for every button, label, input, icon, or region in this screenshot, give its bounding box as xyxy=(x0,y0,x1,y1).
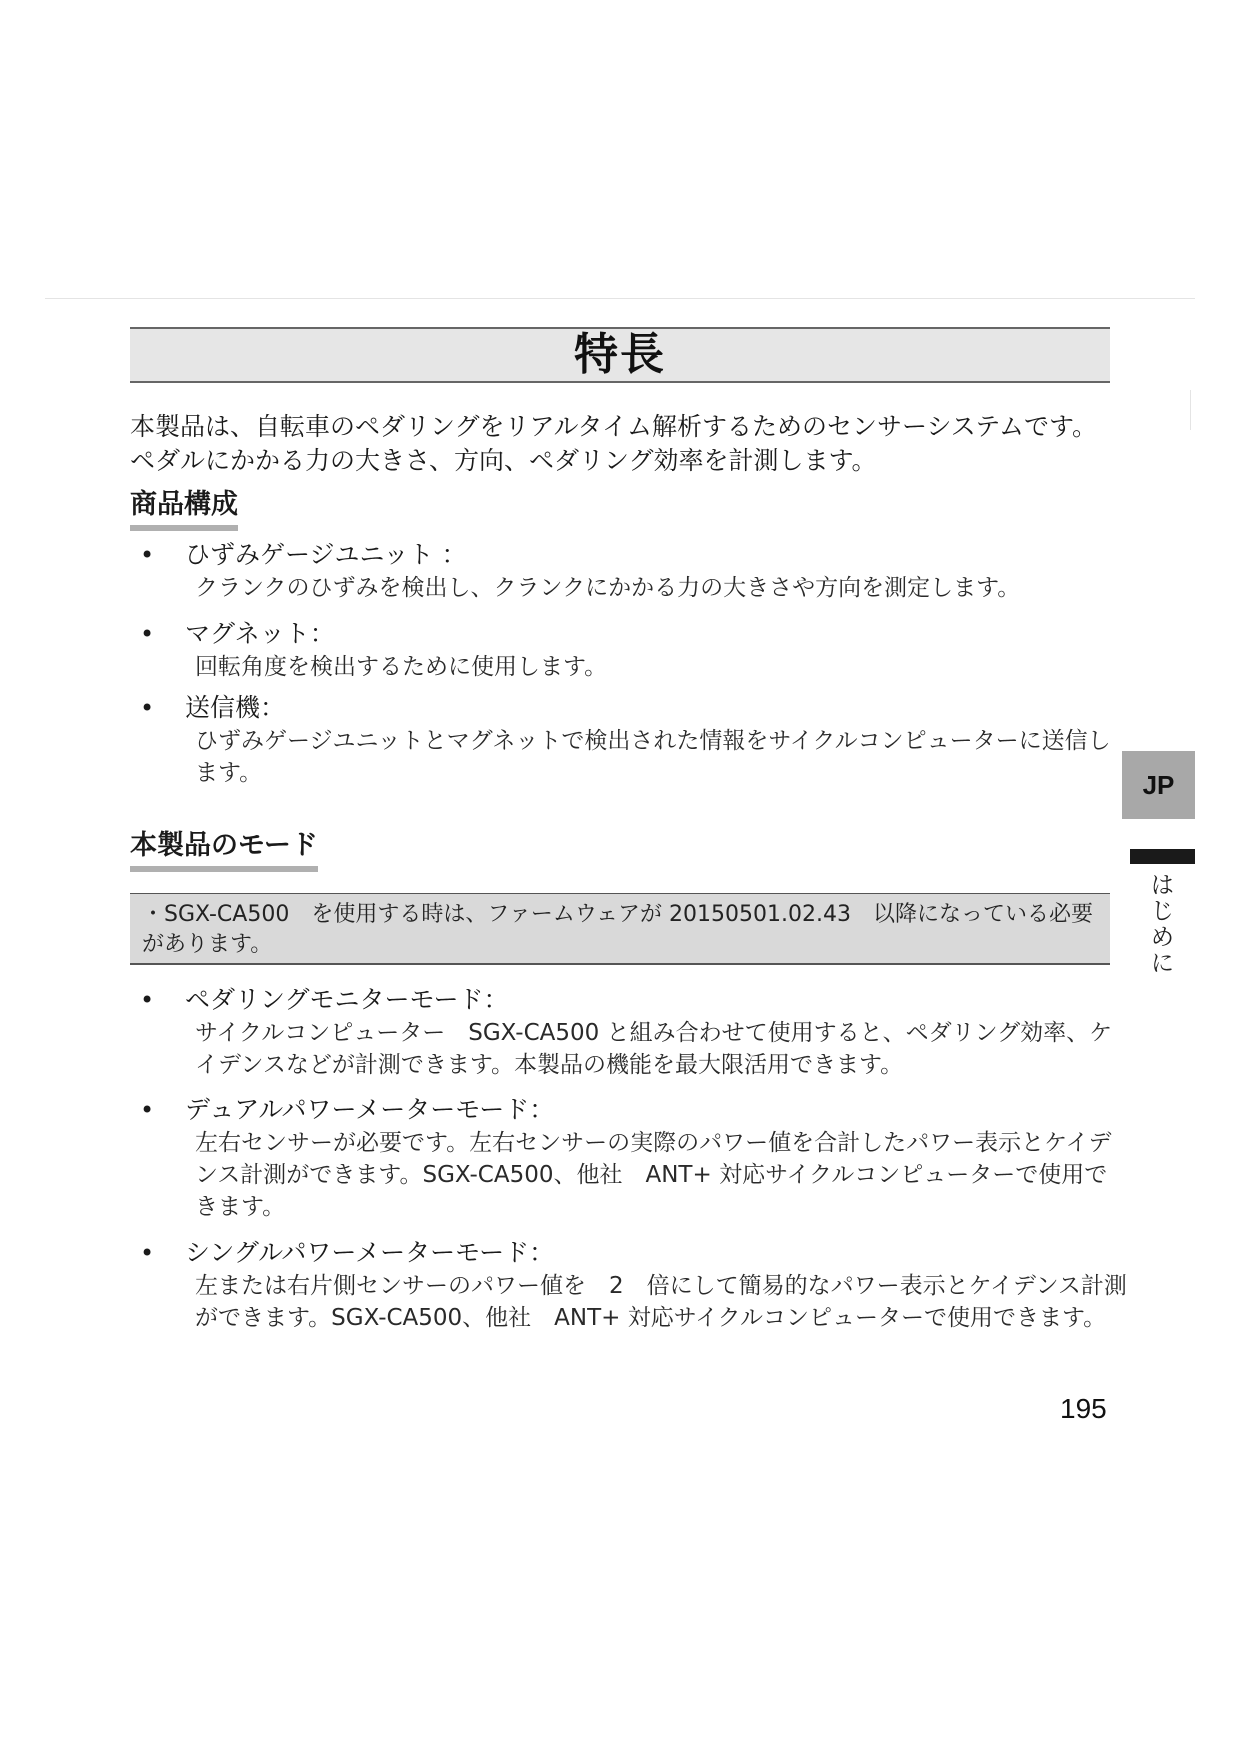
chapter-label: はじめに xyxy=(1146,872,1174,976)
item-description: 左右センサーが必要です。左右センサーの実際のパワー値を合計したパワー表示とケイデンス計測ができます。SGX-CA500、他社 ANT+ 対応サイクルコンピューターで使用できます。 xyxy=(195,1130,1112,1220)
item-label: デュアルパワーメーターモード： xyxy=(185,1095,555,1124)
item-label: 送信機： xyxy=(185,693,286,722)
page-number: 195 xyxy=(1060,1393,1107,1424)
list-item xyxy=(130,617,1130,683)
list-item xyxy=(130,1093,1130,1223)
bullet-icon: • xyxy=(140,986,155,1014)
firmware-note-text: ・SGX-CA500 を使用する時は、ファームウェアが 20150501.02.43 以降になっている必要があります。 xyxy=(142,902,1093,957)
bullet-icon: • xyxy=(140,541,155,569)
contents-heading: 商品構成 xyxy=(130,487,238,531)
title-band xyxy=(130,327,1110,383)
item-label: マグネット： xyxy=(185,619,335,648)
list-item xyxy=(130,538,1130,604)
item-description: クランクのひずみを検出し、クランクにかかる力の大きさや方向を測定します。 xyxy=(195,575,1021,601)
language-tab-label: JP xyxy=(1142,770,1175,800)
firmware-note xyxy=(130,893,1110,965)
chapter-marker xyxy=(1130,849,1195,864)
item-description: サイクルコンピューター SGX-CA500 と組み合わせて使用すると、ペダリング効率、ケイデンスなどが計測できます。本製品の機能を最大限活用できます。 xyxy=(195,1020,1113,1078)
item-description: ひずみゲージユニットとマグネットで検出された情報をサイクルコンピューターに送信します。 xyxy=(195,728,1111,786)
item-label: ひずみゲージユニット ： xyxy=(185,540,467,569)
scan-shadow-line xyxy=(1190,390,1191,430)
bullet-icon: • xyxy=(140,1096,155,1124)
item-description: 回転角度を検出するために使用します。 xyxy=(195,654,608,680)
item-label: シングルパワーメーターモード： xyxy=(185,1238,555,1267)
list-item xyxy=(130,1236,1130,1334)
item-description: 左または右片側センサーのパワー値を 2 倍にして簡易的なパワー表示とケイデンス計測ができます。SGX-CA500、他社 ANT+ 対応サイクルコンピューターで使用できます。 xyxy=(195,1273,1127,1331)
item-label: ペダリングモニターモード： xyxy=(185,985,509,1014)
bullet-icon: • xyxy=(140,694,155,722)
bullet-icon: • xyxy=(140,1239,155,1267)
language-tab xyxy=(1122,751,1195,819)
list-item xyxy=(130,983,1130,1081)
page-title: 特長 xyxy=(574,329,666,380)
bullet-icon: • xyxy=(140,620,155,648)
scan-shadow-line xyxy=(45,298,1195,299)
intro-paragraph: 本製品は、自転車のペダリングをリアルタイム解析するためのセンサーシステムです。ペダルにかかる力の大きさ、方向、ペダリング効率を計測します。 xyxy=(130,412,1098,475)
list-item xyxy=(130,691,1130,789)
modes-heading: 本製品のモード xyxy=(130,828,318,872)
